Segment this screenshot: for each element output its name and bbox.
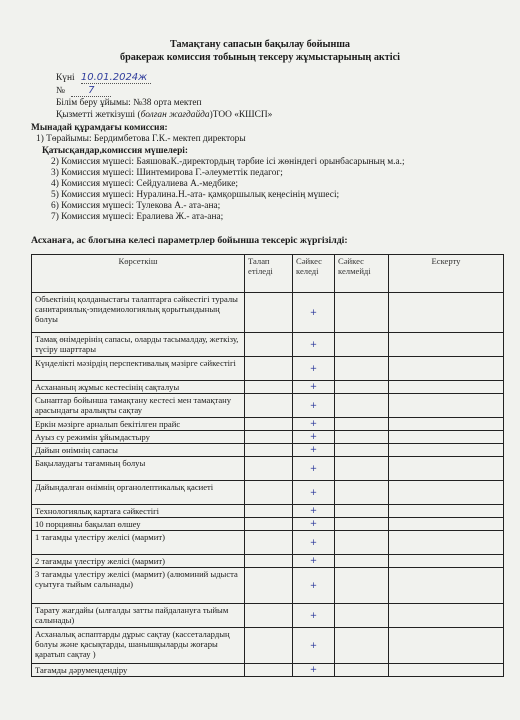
inspection-table bbox=[31, 254, 504, 677]
row-note bbox=[389, 505, 504, 518]
row-compliant: + bbox=[293, 555, 335, 568]
date-row bbox=[56, 72, 151, 84]
table-row bbox=[32, 555, 504, 568]
check-heading: Асханаға, ас блогына келесі параметрлер бойынша тексеріс жүргізілді: bbox=[31, 235, 348, 246]
member-item: 4) Комиссия мүшесі: Сейдуалиева А.-медбике; bbox=[51, 179, 238, 189]
member-item: 5) Комиссия мүшесі: Нуралина.Н.-ата- қамқоршылық кеңесінің мүшесі; bbox=[51, 190, 340, 200]
row-required bbox=[245, 568, 293, 604]
row-compliant: + bbox=[293, 431, 335, 444]
row-note bbox=[389, 394, 504, 418]
row-compliant: + bbox=[293, 444, 335, 457]
row-required bbox=[245, 293, 293, 333]
row-required bbox=[245, 518, 293, 531]
table-row bbox=[32, 664, 504, 677]
row-indicator: Күнделікті мәзірдің перспективалық мәзірге сәйкестігі bbox=[32, 357, 245, 381]
date-label: Күні bbox=[56, 73, 75, 83]
row-required bbox=[245, 628, 293, 664]
row-noncompliant bbox=[335, 604, 389, 628]
row-noncompliant bbox=[335, 394, 389, 418]
header-note: Ескерту bbox=[389, 255, 504, 293]
document-title-line2: бракераж комиссия тобының тексеру жұмыстарының актісі bbox=[120, 52, 400, 63]
row-indicator: Дайындалған өнімнің органолептикалық қасиеті bbox=[32, 481, 245, 505]
row-note bbox=[389, 418, 504, 431]
row-noncompliant bbox=[335, 481, 389, 505]
table-row bbox=[32, 457, 504, 481]
row-note bbox=[389, 357, 504, 381]
row-note bbox=[389, 333, 504, 357]
table-row bbox=[32, 444, 504, 457]
row-note bbox=[389, 518, 504, 531]
row-compliant: + bbox=[293, 531, 335, 555]
row-required bbox=[245, 381, 293, 394]
row-note bbox=[389, 293, 504, 333]
row-required bbox=[245, 444, 293, 457]
row-noncompliant bbox=[335, 664, 389, 677]
table-header-row bbox=[32, 255, 504, 293]
row-indicator: Асханалық аспаптарды дұрыс сақтау (кассеталардың болуы және қасықтарды, шанышқыларды жоғары қаратып сақтау ) bbox=[32, 628, 245, 664]
row-note bbox=[389, 568, 504, 604]
header-required: Талап етіледі bbox=[245, 255, 293, 293]
row-noncompliant bbox=[335, 555, 389, 568]
commission-heading: Мынадай құрамдағы комиссия: bbox=[31, 123, 168, 133]
table-row bbox=[32, 481, 504, 505]
row-required bbox=[245, 664, 293, 677]
number-value: 7 bbox=[71, 85, 111, 97]
row-required bbox=[245, 418, 293, 431]
row-compliant: + bbox=[293, 604, 335, 628]
row-required bbox=[245, 505, 293, 518]
row-compliant: + bbox=[293, 333, 335, 357]
row-indicator: Еркін мәзірге арналып бекітілген прайс bbox=[32, 418, 245, 431]
row-compliant: + bbox=[293, 664, 335, 677]
supplier-line bbox=[56, 110, 272, 121]
row-compliant: + bbox=[293, 505, 335, 518]
number-row bbox=[56, 85, 111, 97]
row-compliant: + bbox=[293, 457, 335, 481]
row-noncompliant bbox=[335, 333, 389, 357]
row-required bbox=[245, 431, 293, 444]
row-required bbox=[245, 457, 293, 481]
row-noncompliant bbox=[335, 568, 389, 604]
row-compliant: + bbox=[293, 381, 335, 394]
row-note bbox=[389, 628, 504, 664]
row-indicator: 10 порцияны бақылап өлшеу bbox=[32, 518, 245, 531]
row-indicator: Бақылаудағы тағамның болуы bbox=[32, 457, 245, 481]
row-indicator: 3 тағамды үлестіру желісі (мармит) (алюминий ыдыста суытуға тыйым салынады) bbox=[32, 568, 245, 604]
row-noncompliant bbox=[335, 357, 389, 381]
row-note bbox=[389, 531, 504, 555]
row-compliant: + bbox=[293, 293, 335, 333]
header-indicator: Көрсеткіш bbox=[32, 255, 245, 293]
row-required bbox=[245, 357, 293, 381]
row-note bbox=[389, 664, 504, 677]
supplier-italic: болған жағдайда bbox=[140, 110, 210, 120]
table-row bbox=[32, 394, 504, 418]
row-indicator: Тарату жағдайы (ылғалды затты пайдалануға тыйым салынады) bbox=[32, 604, 245, 628]
row-compliant: + bbox=[293, 481, 335, 505]
row-compliant: + bbox=[293, 518, 335, 531]
row-noncompliant bbox=[335, 628, 389, 664]
members-heading: Қатысқандар,комиссия мүшелері: bbox=[42, 146, 189, 156]
header-compliant: Сәйкес келеді bbox=[293, 255, 335, 293]
supplier-prefix: Қызметті жеткізуші ( bbox=[56, 110, 141, 120]
table-row bbox=[32, 518, 504, 531]
row-compliant: + bbox=[293, 394, 335, 418]
row-required bbox=[245, 333, 293, 357]
date-value: 10.01.2024ж bbox=[81, 72, 151, 84]
row-indicator: Дайын өнімнің сапасы bbox=[32, 444, 245, 457]
number-label: № bbox=[56, 86, 65, 96]
table-row bbox=[32, 531, 504, 555]
row-indicator: Технологиялық картаға сәйкестігі bbox=[32, 505, 245, 518]
row-noncompliant bbox=[335, 518, 389, 531]
organization-line: Білім беру ұйымы: №38 орта мектеп bbox=[56, 98, 202, 108]
row-compliant: + bbox=[293, 568, 335, 604]
row-noncompliant bbox=[335, 381, 389, 394]
header-noncompliant: Сәйкес келмейді bbox=[335, 255, 389, 293]
row-indicator: Сынаптар бойынша тамақтану кестесі мен тамақтану арасындағы аралықты сақтау bbox=[32, 394, 245, 418]
row-required bbox=[245, 394, 293, 418]
table-row bbox=[32, 333, 504, 357]
row-noncompliant bbox=[335, 531, 389, 555]
member-item: 6) Комиссия мүшесі: Тулекова А.- ата-ана; bbox=[51, 201, 221, 211]
row-indicator: 1 тағамды үлестіру желісі (мармит) bbox=[32, 531, 245, 555]
table-row bbox=[32, 505, 504, 518]
row-noncompliant bbox=[335, 431, 389, 444]
row-noncompliant bbox=[335, 293, 389, 333]
row-required bbox=[245, 604, 293, 628]
row-note bbox=[389, 431, 504, 444]
supplier-suffix: )ТОО «КШСП» bbox=[209, 110, 273, 120]
row-indicator: Объектінің қолданыстағы талаптарға сәйкестігі туралы санитариялық-эпидемиологиялық қорытындының болуы bbox=[32, 293, 245, 333]
row-indicator: Ауыз су режимін ұйымдастыру bbox=[32, 431, 245, 444]
row-note bbox=[389, 457, 504, 481]
member-item: 7) Комиссия мүшесі: Ералиева Ж.- ата-ана; bbox=[51, 212, 224, 222]
row-required bbox=[245, 531, 293, 555]
table-row bbox=[32, 628, 504, 664]
table-row bbox=[32, 431, 504, 444]
row-compliant: + bbox=[293, 628, 335, 664]
row-note bbox=[389, 481, 504, 505]
commission-chair: 1) Төрайымы: Бердимбетова Г.К.- мектеп директоры bbox=[36, 134, 246, 144]
table-row bbox=[32, 381, 504, 394]
row-noncompliant bbox=[335, 418, 389, 431]
row-indicator: Тамақ өнімдерінің сапасы, оларды тасымалдау, жеткізу, түсіру шарттары bbox=[32, 333, 245, 357]
member-item: 3) Комиссия мүшесі: Шинтемирова Г.-әлеуметтік педагог; bbox=[51, 168, 283, 178]
row-noncompliant bbox=[335, 505, 389, 518]
row-required bbox=[245, 481, 293, 505]
row-note bbox=[389, 381, 504, 394]
row-noncompliant bbox=[335, 444, 389, 457]
member-item: 2) Комиссия мүшесі: БаяшоваК.-директордың тәрбие ісі жөніндегі орынбасарының м.а.; bbox=[51, 157, 405, 167]
row-indicator: Асхананың жұмыс кестесінің сақталуы bbox=[32, 381, 245, 394]
table-row bbox=[32, 357, 504, 381]
row-note bbox=[389, 444, 504, 457]
table-row bbox=[32, 568, 504, 604]
table-row bbox=[32, 418, 504, 431]
row-noncompliant bbox=[335, 457, 389, 481]
table-row bbox=[32, 604, 504, 628]
row-indicator: 2 тағамды үлестіру желісі (мармит) bbox=[32, 555, 245, 568]
row-note bbox=[389, 555, 504, 568]
table-row bbox=[32, 293, 504, 333]
row-compliant: + bbox=[293, 357, 335, 381]
document-title-line1: Тамақтану сапасын бақылау бойынша bbox=[169, 39, 351, 50]
row-indicator: Тағамды дәрумендендіру bbox=[32, 664, 245, 677]
row-note bbox=[389, 604, 504, 628]
row-required bbox=[245, 555, 293, 568]
row-compliant: + bbox=[293, 418, 335, 431]
